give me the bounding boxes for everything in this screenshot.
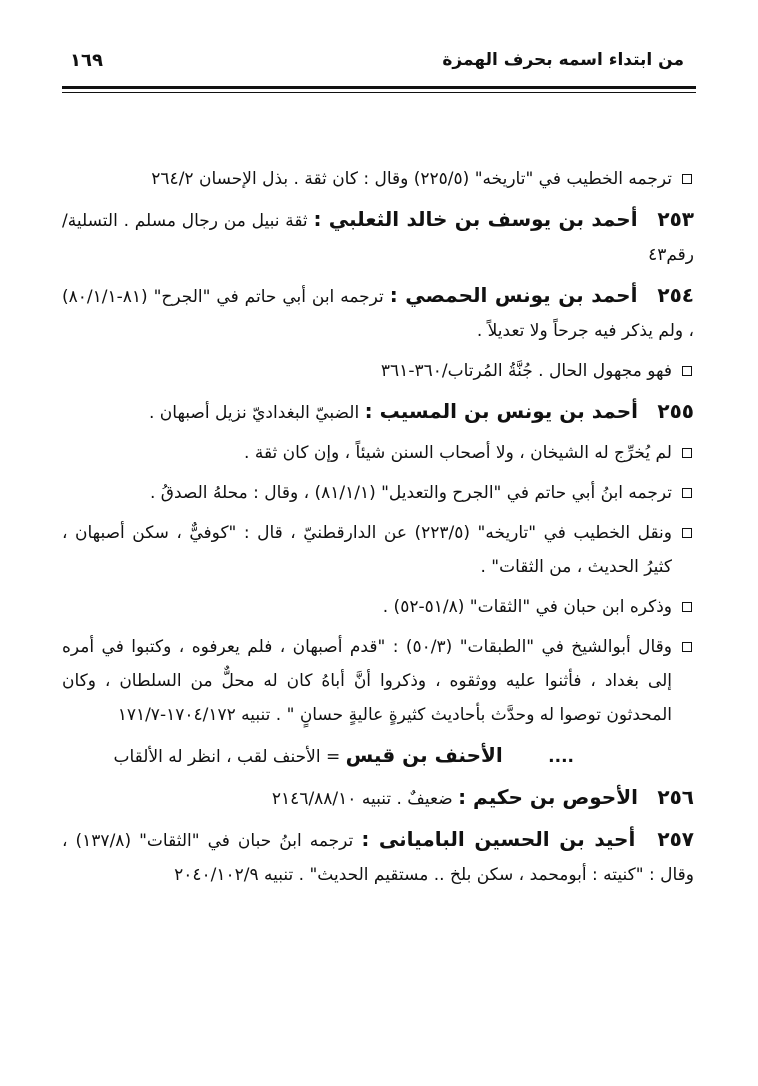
entry-name: أحمد بن يونس بن المسيب : [364, 399, 638, 423]
bullet-paragraph [62, 590, 694, 624]
page-number: ١٦٩ [70, 50, 103, 71]
bullet-paragraph [62, 162, 694, 196]
square-bullet-icon [682, 642, 692, 652]
entry-number: ٢٥٧ [657, 827, 694, 851]
bullet-text: فهو مجهول الحال . جُنَّةُ المُرتاب/٣٦٠-٣٦١ [380, 361, 672, 381]
cross-reference [62, 738, 694, 774]
bullet-text: ترجمه الخطيب في "تاريخه" (٢٢٥/٥) وقال : كان ثقة . بذل الإحسان ٢٦٤/٢ [151, 169, 672, 189]
square-bullet-icon [682, 528, 692, 538]
entry-254 [62, 278, 694, 348]
page-body [62, 162, 694, 898]
xref-dots: .... [548, 747, 574, 767]
entry-253 [62, 202, 694, 272]
xref-text: = الأحنف لقب ، انظر له الألقاب [113, 747, 346, 767]
entry-text: ثقة نبيل من رجال مسلم . التسلية/رقم٤٣ [62, 211, 694, 265]
page-header [62, 48, 696, 74]
entry-number: ٢٥٤ [657, 283, 695, 307]
bullet-paragraph [62, 476, 694, 510]
square-bullet-icon [682, 174, 692, 184]
entry-255 [62, 394, 694, 430]
bullet-paragraph [62, 516, 694, 584]
square-bullet-icon [682, 488, 692, 498]
entry-text: ترجمه ابن أبي حاتم في "الجرح" (٨١-٨٠/١/١) ، ولم يذكر فيه جرحاً ولا تعديلاً . [62, 287, 694, 341]
entry-number: ٢٥٦ [657, 785, 694, 809]
entry-text: ضعيفٌ . تنبيه ٢١٤٦/٨٨/١٠ [271, 789, 459, 809]
bullet-text: ترجمه ابنُ أبي حاتم في "الجرح والتعديل" (٨١/١/١) ، وقال : محلهُ الصدقُ . [149, 483, 672, 503]
entry-name: الأحوص بن حكيم : [458, 785, 638, 809]
bullet-paragraph [62, 354, 694, 388]
bullet-paragraph [62, 630, 694, 732]
header-rule-thick [62, 86, 696, 89]
bullet-paragraph [62, 436, 694, 470]
xref-name: الأحنف بن قيس [345, 743, 503, 767]
bullet-text: وذكره ابن حبان في "الثقات" (٥١/٨-٥٢) . [382, 597, 672, 617]
square-bullet-icon [682, 448, 692, 458]
square-bullet-icon [682, 602, 692, 612]
bullet-text: وقال أبوالشيخ في "الطبقات" (٥٠/٣) : "قدم أصبهان ، فلم يعرفوه ، وكتبوا في أمره إلى بغداد ، فأثنوا عليه ووثقوه ، وذكروا أنَّ أباهُ كان له محلٌّ من السلطان ، وكان المحدثون توصوا له وحدَّث بأحاديث كثيرةٍ عاليةٍ حسانٍ " . تنبيه ١٧٠٤/١٧٢-١٧١/٧ [62, 637, 672, 725]
entry-number: ٢٥٣ [657, 207, 694, 231]
entry-name: أحمد بن يوسف بن خالد الثعلبي : [313, 207, 638, 231]
entry-text: ترجمه ابنُ حبان في "الثقات" (١٣٧/٨) ، وقال : "كنيته : أبومحمد ، سكن بلخ .. مستقيم الحديث" . تنبيه ٢٠٤٠/١٠٢/٩ [62, 831, 694, 885]
running-title: من ابتداء اسمه بحرف الهمزة [442, 50, 684, 70]
entry-text: الضبيّ البغداديّ نزيل أصبهان . [148, 403, 365, 423]
entry-name: أحيد بن الحسين الباميانى : [361, 827, 636, 851]
entry-257 [62, 822, 694, 892]
square-bullet-icon [682, 366, 692, 376]
bullet-text: لم يُخرِّج له الشيخان ، ولا أصحاب السنن شيئاً ، وإن كان ثقة . [244, 443, 672, 463]
header-rule-thin [62, 92, 696, 93]
entry-256 [62, 780, 694, 816]
bullet-text: ونقل الخطيب في "تاريخه" (٢٢٣/٥) عن الدارقطنيّ ، قال : "كوفيٌّ ، سكن أصبهان ، كثيرُ الحديث ، من الثقات" . [62, 523, 672, 577]
entry-name: أحمد بن يونس الحمصي : [389, 283, 638, 307]
entry-number: ٢٥٥ [657, 399, 694, 423]
